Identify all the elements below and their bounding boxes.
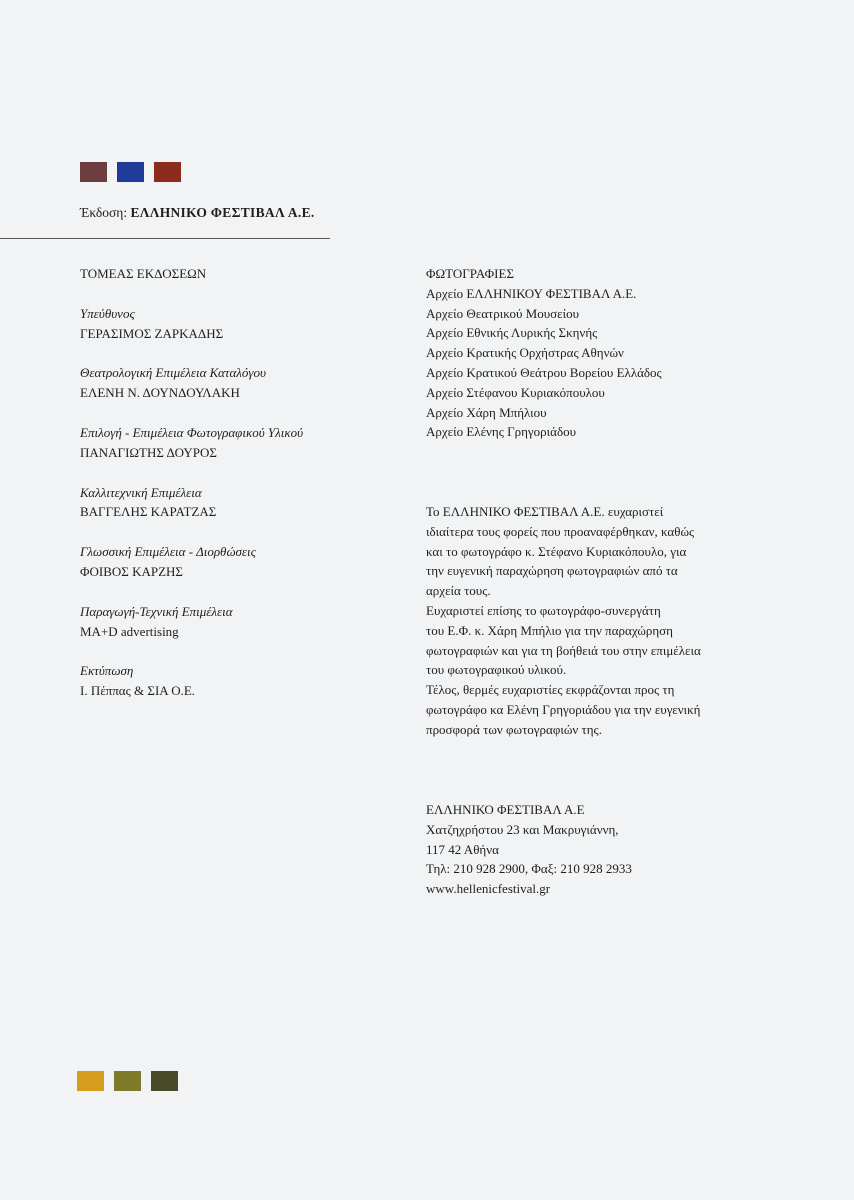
credit-entry [80, 304, 410, 344]
credit-role: Θεατρολογική Επιμέλεια Καταλόγου [80, 365, 266, 381]
editorial-heading: ΤΟΜΕΑΣ ΕΚΔΟΣΕΩΝ [80, 266, 207, 281]
credit-role: Εκτύπωση [80, 663, 134, 679]
publisher-name: ΕΛΛΗΝΙΚΟ ΦΕΣΤΙΒΑΛ Α.Ε. [130, 205, 315, 220]
contact-postcode: 117 42 Αθήνα [426, 841, 499, 857]
contact-org: ΕΛΛΗΝΙΚΟ ΦΕΣΤΙΒΑΛ Α.Ε [426, 802, 585, 817]
credit-entry [80, 363, 410, 403]
credit-entry [80, 423, 410, 463]
credit-name: ΦΟΙΒΟΣ ΚΑΡΖΗΣ [80, 563, 183, 579]
photo-archive-item: Αρχείο Εθνικής Λυρικής Σκηνής [426, 325, 598, 341]
editorial-credits [80, 264, 410, 701]
credit-name: ΒΑΓΓΕΛΗΣ ΚΑΡΑΤΖΑΣ [80, 504, 217, 520]
color-square-2 [117, 162, 144, 182]
credit-name: Ι. Πέππας & ΣΙΑ Ο.Ε. [80, 683, 196, 699]
photo-archive-item: Αρχείο Χάρη Μπήλιου [426, 404, 547, 420]
color-square-5 [114, 1071, 141, 1091]
photo-archive-item: Αρχείο Κρατικού Θεάτρου Βορείου Ελλάδος [426, 364, 662, 380]
photo-archive-item: Αρχείο Κρατικής Ορχήστρας Αθηνών [426, 345, 624, 361]
credit-name: ΕΛΕΝΗ Ν. ΔΟΥΝΔΟΥΛΑΚΗ [80, 385, 240, 401]
credit-name: ΠΑΝΑΓΙΩΤΗΣ ΔΟΥΡΟΣ [80, 444, 217, 460]
credit-role: Γλωσσική Επιμέλεια - Διορθώσεις [80, 544, 256, 560]
credit-list [80, 304, 410, 701]
photo-archive-item: Αρχείο Ελένης Γρηγοριάδου [426, 424, 577, 440]
acknowledgements [426, 502, 766, 740]
photos-heading: ΦΩΤΟΓΡΑΦΙΕΣ [426, 266, 515, 281]
credit-name: MA+D advertising [80, 623, 179, 639]
publisher-line [80, 205, 315, 221]
color-square-1 [80, 162, 107, 182]
credit-entry [80, 661, 410, 701]
thanks-line: Το ΕΛΛΗΝΙΚΟ ΦΕΣΤΙΒΑΛ Α.Ε. ευχαριστεί [426, 504, 664, 519]
contact-address: Χατζηχρήστου 23 και Μακρυγιάννη, [426, 821, 619, 837]
credit-entry [80, 483, 410, 523]
credit-role: Υπεύθυνος [80, 305, 135, 321]
thanks-line: προσφορά των φωτογραφιών της. [426, 721, 602, 737]
photo-credits [426, 264, 766, 442]
credit-role: Καλλιτεχνική Επιμέλεια [80, 484, 202, 500]
thanks-line: του φωτογραφικού υλικού. [426, 662, 567, 678]
thanks-line: και το φωτογράφο κ. Στέφανο Κυριακόπουλο, για [426, 543, 687, 559]
contact-block [426, 800, 766, 899]
credit-entry [80, 542, 410, 582]
divider-rule [0, 238, 330, 239]
thanks-line: την ευγενική παραχώρηση φωτογραφιών από τα [426, 563, 678, 579]
color-square-4 [77, 1071, 104, 1091]
thanks-line: του Ε.Φ. κ. Χάρη Μπήλιο για την παραχώρηση [426, 622, 673, 638]
thanks-line: φωτογραφιών και για τη βοήθειά του στην επιμέλεια [426, 642, 701, 658]
credit-entry [80, 602, 410, 642]
credit-role: Παραγωγή-Τεχνική Επιμέλεια [80, 603, 233, 619]
color-square-3 [154, 162, 181, 182]
thanks-line: φωτογράφο κα Ελένη Γρηγοριάδου για την ευγενική [426, 701, 701, 717]
photo-archive-item: Αρχείο ΕΛΛΗΝΙΚΟΥ ΦΕΣΤΙΒΑΛ Α.Ε. [426, 285, 637, 301]
photo-archive-item: Αρχείο Θεατρικού Μουσείου [426, 305, 580, 321]
thanks-line: αρχεία τους. [426, 583, 491, 599]
contact-website: www.hellenicfestival.gr [426, 881, 551, 897]
thanks-line: Τέλος, θερμές ευχαριστίες εκφράζονται προς τη [426, 682, 675, 698]
photo-archive-item: Αρχείο Στέφανου Κυριακόπουλου [426, 384, 605, 400]
color-square-6 [151, 1071, 178, 1091]
credit-role: Επιλογή - Επιμέλεια Φωτογραφικού Υλικού [80, 424, 304, 440]
thanks-line: ιδιαίτερα τους φορείς που προαναφέρθηκαν, καθώς [426, 523, 695, 539]
contact-phone-fax: Τηλ: 210 928 2900, Φαξ: 210 928 2933 [426, 861, 632, 877]
credit-name: ΓΕΡΑΣΙΜΟΣ ΖΑΡΚΑΔΗΣ [80, 325, 224, 341]
publisher-label: Έκδοση: [80, 205, 128, 220]
thanks-line: Ευχαριστεί επίσης το φωτογράφο-συνεργάτη [426, 602, 661, 618]
